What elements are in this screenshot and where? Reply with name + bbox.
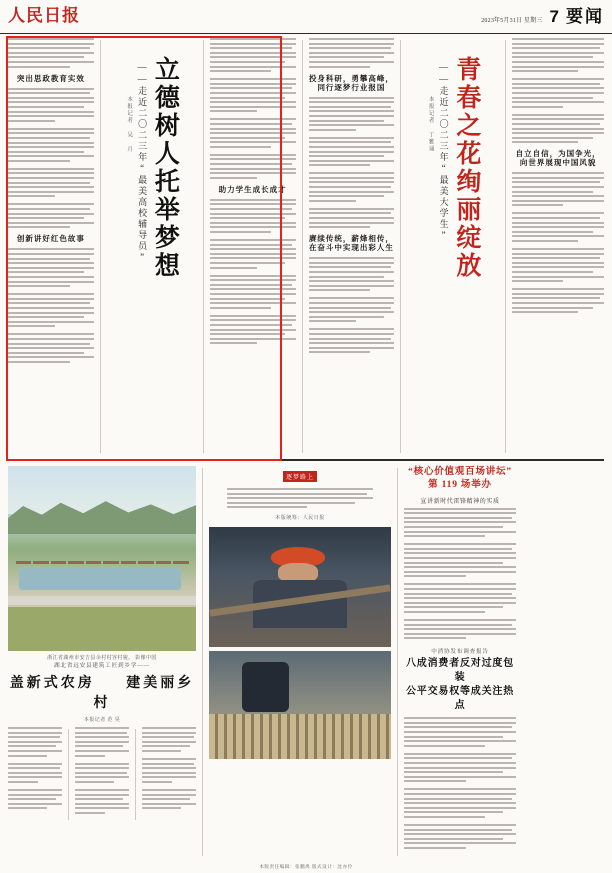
text-block xyxy=(404,619,516,639)
column-divider xyxy=(400,40,401,453)
column-divider xyxy=(302,40,303,453)
article-column-4 xyxy=(512,38,604,453)
construction-photo xyxy=(209,651,391,759)
headline-column-1 xyxy=(107,38,197,453)
feature-lead xyxy=(209,488,391,508)
text-block xyxy=(512,248,604,282)
forum-headline-line-1: “核心价值观百场讲坛” xyxy=(408,467,512,477)
text-block xyxy=(210,199,296,233)
headline-subtitle-2: ——走近二〇二三年“最美大学生” xyxy=(438,62,449,242)
report-headline xyxy=(404,657,516,713)
text-block xyxy=(404,824,516,849)
text-block xyxy=(210,239,296,269)
text-block xyxy=(404,508,516,538)
headline-subtitle: ——走近二〇二三年“最美高校辅导员” xyxy=(137,62,148,264)
feature-badge: 逐梦路上 xyxy=(283,471,317,482)
text-block xyxy=(8,333,94,363)
column-divider xyxy=(203,40,204,453)
text-block xyxy=(8,203,94,228)
text-block xyxy=(8,88,94,122)
text-block xyxy=(210,118,296,148)
text-block xyxy=(210,154,296,179)
story-kicker: 湖北省远安县建筑工匠到乡学—— xyxy=(54,663,150,669)
subheading: 投身科研，勇攀高峰，同行逐梦行业报国 xyxy=(308,73,394,92)
feature-badge-line xyxy=(209,466,391,484)
text-block xyxy=(404,788,516,818)
text-block xyxy=(8,38,94,68)
text-block xyxy=(309,328,395,353)
feature-byline: 本版统筹：人民日报 xyxy=(275,516,325,522)
feature-photo-column xyxy=(8,466,196,856)
report-headline-line-2: 公平交易权等成关注热点 xyxy=(406,686,514,712)
subheading: 创新讲好红色故事 xyxy=(16,234,85,244)
forum-headline-line-2: 第 119 场举办 xyxy=(428,479,492,490)
story-title xyxy=(8,672,196,712)
text-block xyxy=(210,38,296,72)
forum-headline xyxy=(404,466,516,492)
text-block xyxy=(512,212,604,242)
headline-column-2 xyxy=(407,38,499,453)
article-column-1 xyxy=(8,38,94,453)
text-block xyxy=(309,208,395,228)
subheading: 助力学生成长成才 xyxy=(218,184,287,194)
column-divider xyxy=(202,468,203,856)
vertical-headline-group xyxy=(107,38,197,386)
masthead-right xyxy=(481,8,604,25)
page-credit: 本版责任编辑：张鹏禹 版式设计：沈亦伶 xyxy=(259,864,353,869)
story-text-col-1 xyxy=(8,727,62,820)
text-block xyxy=(404,543,516,577)
text-block xyxy=(8,248,94,287)
report-kicker: 中消协发布调查报告 xyxy=(431,649,489,656)
headline-main: 立德树人托举梦想 xyxy=(151,56,181,280)
page-number: 7 xyxy=(549,7,559,26)
vertical-headline-group-2 xyxy=(407,38,499,386)
worker-photo xyxy=(209,527,391,647)
photo-caption: 浙江省湖州市安吉县余村村容村貌。 影像中国 xyxy=(47,656,157,661)
feature-column xyxy=(209,466,391,856)
article-column-3 xyxy=(309,38,395,453)
text-block xyxy=(210,315,296,345)
text-block xyxy=(512,172,604,206)
text-block xyxy=(404,583,516,613)
headline-byline: 本报记者 吴 月 xyxy=(126,96,133,153)
text-block xyxy=(404,753,516,783)
story-title-part-a: 盖新式农房 xyxy=(9,675,95,691)
text-block xyxy=(512,114,604,144)
text-block xyxy=(309,257,395,291)
top-zone xyxy=(8,38,604,453)
text-block xyxy=(309,38,395,68)
text-block xyxy=(8,293,94,327)
subheading: 赓续传统，薪烽相传，在奋斗中实现出彩人生 xyxy=(308,234,394,253)
text-block xyxy=(512,288,604,313)
headline-byline-2: 本报记者 丁雅诵 xyxy=(427,96,434,153)
briefs-column xyxy=(404,466,516,856)
text-block xyxy=(512,78,604,108)
forum-subheadline: 宣讲新时代雷锋精神的实质 xyxy=(420,498,500,505)
page-body xyxy=(0,34,612,856)
section-divider xyxy=(8,459,604,461)
subheading: 突出思政教育实效 xyxy=(16,73,85,83)
headline-main-2: 青春之花绚丽绽放 xyxy=(452,56,482,280)
text-block xyxy=(8,128,94,162)
text-block xyxy=(309,297,395,322)
text-block xyxy=(210,275,296,309)
text-block xyxy=(309,172,395,202)
text-block xyxy=(8,168,94,198)
text-block xyxy=(512,38,604,72)
story-byline: 本报记者 范 昊 xyxy=(83,718,121,723)
newspaper-logo: 人民日报 xyxy=(8,6,80,26)
masthead xyxy=(0,0,612,34)
story-text-col-3 xyxy=(142,727,196,820)
article-column-2 xyxy=(210,38,296,453)
section-name: 要闻 xyxy=(566,7,604,26)
subheading: 自立自信，为国争光，向世界展现中国风貌 xyxy=(515,149,601,168)
bottom-zone xyxy=(8,466,604,856)
text-block xyxy=(404,717,516,747)
village-photo xyxy=(8,466,196,651)
text-block xyxy=(309,137,395,167)
text-block xyxy=(309,97,395,131)
column-divider xyxy=(397,468,398,856)
report-headline-line-1: 八成消费者反对过度包装 xyxy=(406,658,514,684)
story-title-part-b: 建美丽乡村 xyxy=(93,675,195,711)
column-divider xyxy=(505,40,506,453)
column-divider xyxy=(100,40,101,453)
text-block xyxy=(210,78,296,112)
story-text-col-2 xyxy=(75,727,129,820)
publication-date: 2023年5月31日 星期三 xyxy=(481,18,543,24)
